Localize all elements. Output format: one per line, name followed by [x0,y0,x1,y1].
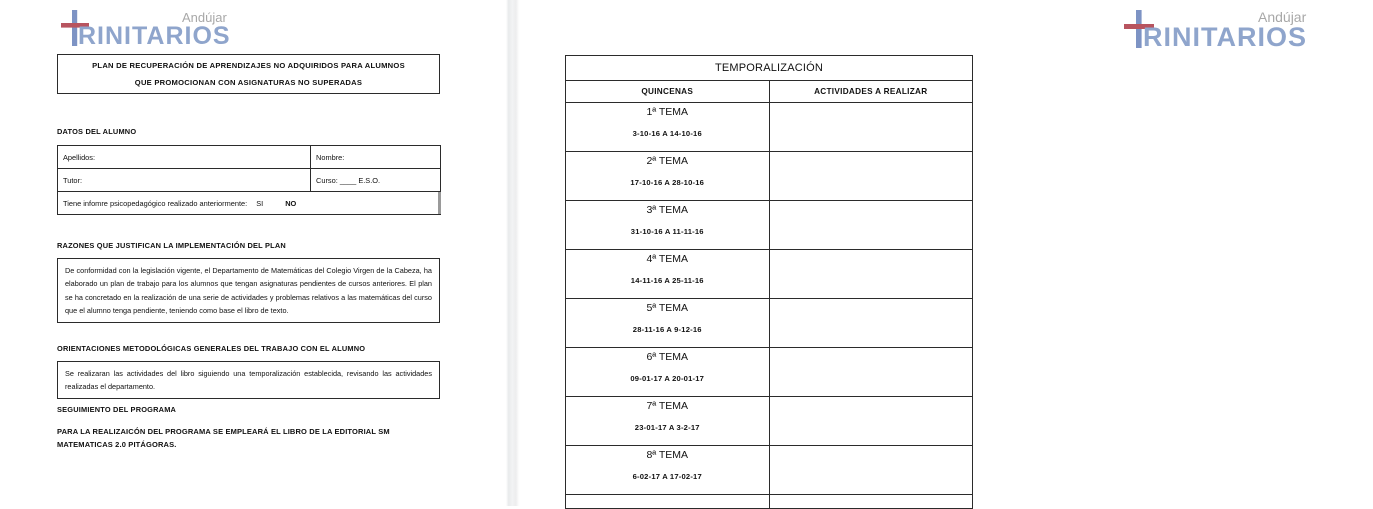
column-header-quincenas: QUINCENAS [566,81,770,103]
logo-subtitle: Andújar [182,10,227,25]
table-row-partial [566,495,973,509]
tema-label: 7ª TEMA [646,400,689,412]
student-data-table [57,145,441,215]
quincena-cell [566,250,770,299]
school-logo-left [60,8,290,50]
actividades-cell[interactable] [769,152,973,201]
apellidos-cell[interactable]: Apellidos: [58,146,311,169]
actividades-cell[interactable] [769,103,973,152]
razones-text-box: De conformidad con la legislación vigente, el Departamento de Matemáticas del Colegio Virgen de la Cabeza, ha elaborado un plan de trabajo para los alumnos que tengan asignaturas pendientes de cursos anteriores. El plan se ha concretado en la realización de una serie de actividades y problemas relativos a las matemáticas del curso que el alumno tenga pendiente, teniendo como base el libro de texto. [57,258,440,323]
table-row [566,103,973,152]
actividades-cell[interactable] [769,348,973,397]
nombre-cell[interactable]: Nombre: [311,146,441,169]
tema-label: 5ª TEMA [646,302,689,314]
orientaciones-text-box: Se realizaran las actividades del libro siguiendo una temporalización establecida, revisando las actividades realizadas el departamento. [57,361,440,399]
table-row [566,250,973,299]
tema-label: 8ª TEMA [646,449,689,461]
tema-dates: 28-11-16 A 9-12-16 [632,325,702,334]
section-heading-orientaciones: ORIENTACIONES METODOLÓGICAS GENERALES DEL TRABAJO CON EL ALUMNO [57,344,366,353]
logo-subtitle: Andújar [1258,9,1307,25]
informe-psicopedagogico-cell[interactable] [58,192,441,215]
actividades-cell[interactable] [769,495,973,509]
informe-label: Tiene infomre psicopedagógico realizado anteriormente: [63,198,248,208]
quincena-cell [566,397,770,446]
tema-dates: 17-10-16 A 28-10-16 [630,178,705,187]
page-gutter [506,0,520,506]
table-row [566,299,973,348]
tema-dates: 3-10-16 A 14-10-16 [632,129,702,138]
plan-title-box [57,54,440,94]
row-edge-artifact [438,192,441,214]
seguimiento-text: PARA LA REALIZAICÓN DEL PROGRAMA SE EMPLEARÁ EL LIBRO DE LA EDITORIAL SM MATEMATICAS 2.0 PITÁGORAS. [57,427,390,450]
temporalizacion-table [565,55,973,509]
tema-dates: 23-01-17 A 3-2-17 [634,423,700,432]
actividades-cell[interactable] [769,299,973,348]
document-page-left [0,0,506,506]
tema-label: 3ª TEMA [646,204,689,216]
plan-title-line-1: PLAN DE RECUPERACIÓN DE APRENDIZAJES NO ADQUIRIDOS PARA ALUMNOS [92,61,405,70]
tema-dates: 14-11-16 A 25-11-16 [630,276,704,285]
plan-title-line-2: QUE PROMOCIONAN CON ASIGNATURAS NO SUPERADAS [134,78,363,87]
tema-label: 6ª TEMA [646,351,689,363]
section-heading-seguimiento: SEGUIMIENTO DEL PROGRAMA [57,405,177,414]
quincena-cell [566,152,770,201]
actividades-cell[interactable] [769,446,973,495]
quincena-cell [566,103,770,152]
table-row [566,201,973,250]
column-header-actividades: ACTIVIDADES A REALIZAR [769,81,973,103]
table-row [58,169,441,192]
table-row [566,446,973,495]
logo-wordmark: RINITARIOS [1143,22,1307,52]
table-title-row [566,56,973,81]
section-heading-razones: RAZONES QUE JUSTIFICAN LA IMPLEMENTACIÓN DEL PLAN [57,241,286,250]
section-heading-datos-alumno: DATOS DEL ALUMNO [57,127,137,136]
document-page-right [520,0,1307,506]
tema-label: 4ª TEMA [646,253,689,265]
actividades-cell[interactable] [769,397,973,446]
actividades-cell[interactable] [769,201,973,250]
actividades-cell[interactable] [769,250,973,299]
table-row [58,192,441,215]
tema-label: 1ª TEMA [646,106,689,118]
table-row [566,397,973,446]
temporalizacion-title: TEMPORALIZACIÓN [566,56,973,81]
informe-option-no[interactable]: NO [285,198,297,208]
table-row [58,146,441,169]
curso-cell[interactable]: Curso: ____ E.S.O. [311,169,441,192]
school-logo-right [1123,8,1373,50]
quincena-cell [566,446,770,495]
table-row [566,348,973,397]
informe-option-si[interactable]: SI [256,198,264,208]
table-row [566,152,973,201]
quincena-cell [566,495,770,509]
tema-dates: 09-01-17 A 20-01-17 [630,374,705,383]
quincena-cell [566,201,770,250]
table-header-row [566,81,973,103]
tema-dates: 6-02-17 A 17-02-17 [632,472,702,481]
tema-label: 2ª TEMA [646,155,689,167]
logo-wordmark: RINITARIOS [78,22,231,50]
quincena-cell [566,348,770,397]
tema-dates: 31-10-16 A 11-11-16 [630,227,704,236]
quincena-cell [566,299,770,348]
tutor-cell[interactable]: Tutor: [58,169,311,192]
